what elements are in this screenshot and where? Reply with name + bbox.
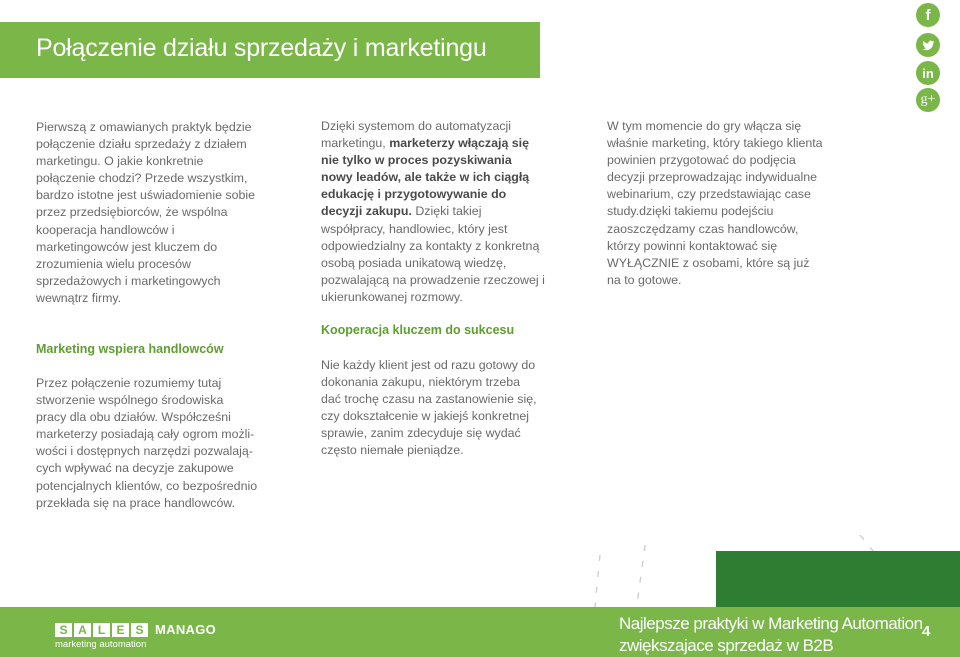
text-line: zaoszczędzamy czas handlowców,	[607, 221, 799, 236]
column-2-intro	[321, 118, 561, 306]
text-line: przekłada się na prace handlowców.	[36, 495, 236, 510]
text-line: potencjalnych klientów, co bezpośrednio	[36, 478, 258, 493]
linkedin-icon[interactable]	[916, 61, 940, 85]
logo-letter: S	[55, 623, 72, 637]
text-line: współpracy, handlowiec, który jest	[321, 221, 508, 236]
text-line	[321, 186, 561, 203]
logo-letter: S	[131, 623, 148, 637]
column-3-text	[607, 118, 857, 289]
text-line: Przez połączenie rozumiemy tutaj	[36, 376, 222, 390]
footer-title-line: zwiększajace sprzedaż w B2B	[619, 636, 834, 655]
text-line: dać trochę czasu na zastanowienie się,	[321, 392, 537, 407]
text-line: wości i dostępnych narzędzi pozwalają-	[36, 444, 253, 459]
text-line: Dzięki systemom do automatyzacji	[321, 119, 512, 133]
text-line: dokonania zakupu, niektórym trzeba	[321, 375, 521, 390]
logo-wordmark	[55, 622, 216, 637]
text-line: połączenie działu sprzedaży z działem	[36, 137, 247, 152]
text-line: Pierwszą z omawianych praktyk będzie	[36, 120, 252, 134]
text-line: stworzenie wspólnego środowiska	[36, 393, 224, 408]
googleplus-glyph: g+	[920, 92, 936, 107]
text-line: którzy powinni kontaktować się	[607, 238, 778, 253]
logo-subtitle: marketing automation	[55, 639, 147, 650]
text-line: połączenie chodzi? Przede wszystkim,	[36, 171, 248, 186]
googleplus-icon[interactable]	[916, 88, 940, 112]
text-line: właśnie marketing, który takiego klienta	[607, 136, 823, 151]
bold-span: marketerzy włączają się	[389, 136, 530, 151]
logo-manago-text: MANAGO	[155, 622, 217, 637]
linkedin-glyph: in	[922, 65, 934, 81]
text-line: webinarium, czy przedstawiając case	[607, 187, 811, 202]
text-line: Nie każdy klient jest od razu gotowy do	[321, 358, 536, 372]
salesmanago-logo	[55, 622, 216, 650]
section-heading-kooperacja: Kooperacja kluczem do sukcesu	[321, 323, 515, 337]
text-line: kooperacja handlowców i	[36, 222, 175, 237]
text-line: marketingu. O jakie konkretnie	[36, 154, 204, 169]
text-line: W tym momencie do gry włącza się	[607, 119, 802, 133]
text-line: sprzedażowych i marketingowych	[36, 273, 221, 288]
bold-span: nowy leadów, ale także w ich ciągłą	[321, 170, 530, 185]
text-line	[321, 135, 561, 152]
facebook-icon[interactable]	[916, 3, 940, 27]
text-line: WYŁĄCZNIE z osobami, które są już	[607, 255, 810, 270]
text-line	[321, 152, 561, 169]
bold-span: nie tylko w proces pozyskiwania	[321, 153, 512, 168]
footer-title-line: Najlepsze praktyki w Marketing Automation	[619, 614, 923, 633]
logo-letter: L	[93, 623, 110, 637]
text-line: cych wpływać na decyzje zakupowe	[36, 461, 234, 476]
text-span: marketingu,	[321, 136, 390, 151]
text-line	[321, 203, 561, 220]
logo-letter: E	[112, 623, 129, 637]
footer-accent-block	[716, 551, 960, 607]
text-line: powinien przygotować do podjęcia	[607, 153, 796, 168]
text-line: pozwalającą na prowadzenie rzeczowej i	[321, 272, 545, 287]
facebook-glyph: f	[925, 6, 931, 24]
text-line: wewnątrz firmy.	[36, 290, 122, 305]
twitter-bird-shape	[922, 39, 935, 52]
text-line: marketerzy posiadają cały ogrom możli-	[36, 427, 255, 442]
column-1-intro	[36, 119, 276, 307]
text-line: odpowiedzialny za kontakty z konkretną	[321, 238, 540, 253]
text-line: przez przedsiębiorców, że wspólna	[36, 205, 228, 220]
text-line: często niemałe pieniądze.	[321, 443, 464, 458]
bold-span: edukację i przygotowywanie do	[321, 187, 507, 202]
text-line: decyzji przeprowadzając indywidualne	[607, 170, 818, 185]
text-span: Dzięki takiej	[411, 204, 482, 219]
bold-span: decyzji zakupu.	[321, 204, 412, 219]
logo-letter: A	[74, 623, 91, 637]
text-line: pracy dla obu działów. Współcześni	[36, 410, 231, 425]
page-number: 4	[922, 623, 931, 640]
text-line: sprawie, zanim zdecyduje się wydać	[321, 426, 521, 441]
page-title: Połączenie działu sprzedaży i marketingu	[36, 34, 487, 62]
text-line: ukierunkowanej rozmowy.	[321, 289, 463, 304]
title-bar	[0, 22, 540, 78]
column-1-section	[36, 375, 276, 512]
column-2-section	[321, 357, 561, 460]
text-line: bardzo istotne jest uświadomienie sobie	[36, 188, 256, 203]
text-line: osobą posiada unikatową wiedzę,	[321, 255, 507, 270]
twitter-icon[interactable]	[916, 33, 940, 57]
text-line: czy dokształcenie w jakiejś konkretnej	[321, 409, 529, 424]
text-line: na to gotowe.	[607, 272, 682, 287]
text-line: marketingowców jest kluczem do	[36, 239, 218, 254]
footer-publication-title	[619, 613, 923, 657]
section-heading-marketing: Marketing wspiera handlowców	[36, 342, 224, 356]
text-line	[321, 169, 561, 186]
text-line: study.dzięki takiemu podejściu	[607, 204, 774, 219]
text-line: zrozumienia wielu procesów	[36, 256, 191, 271]
